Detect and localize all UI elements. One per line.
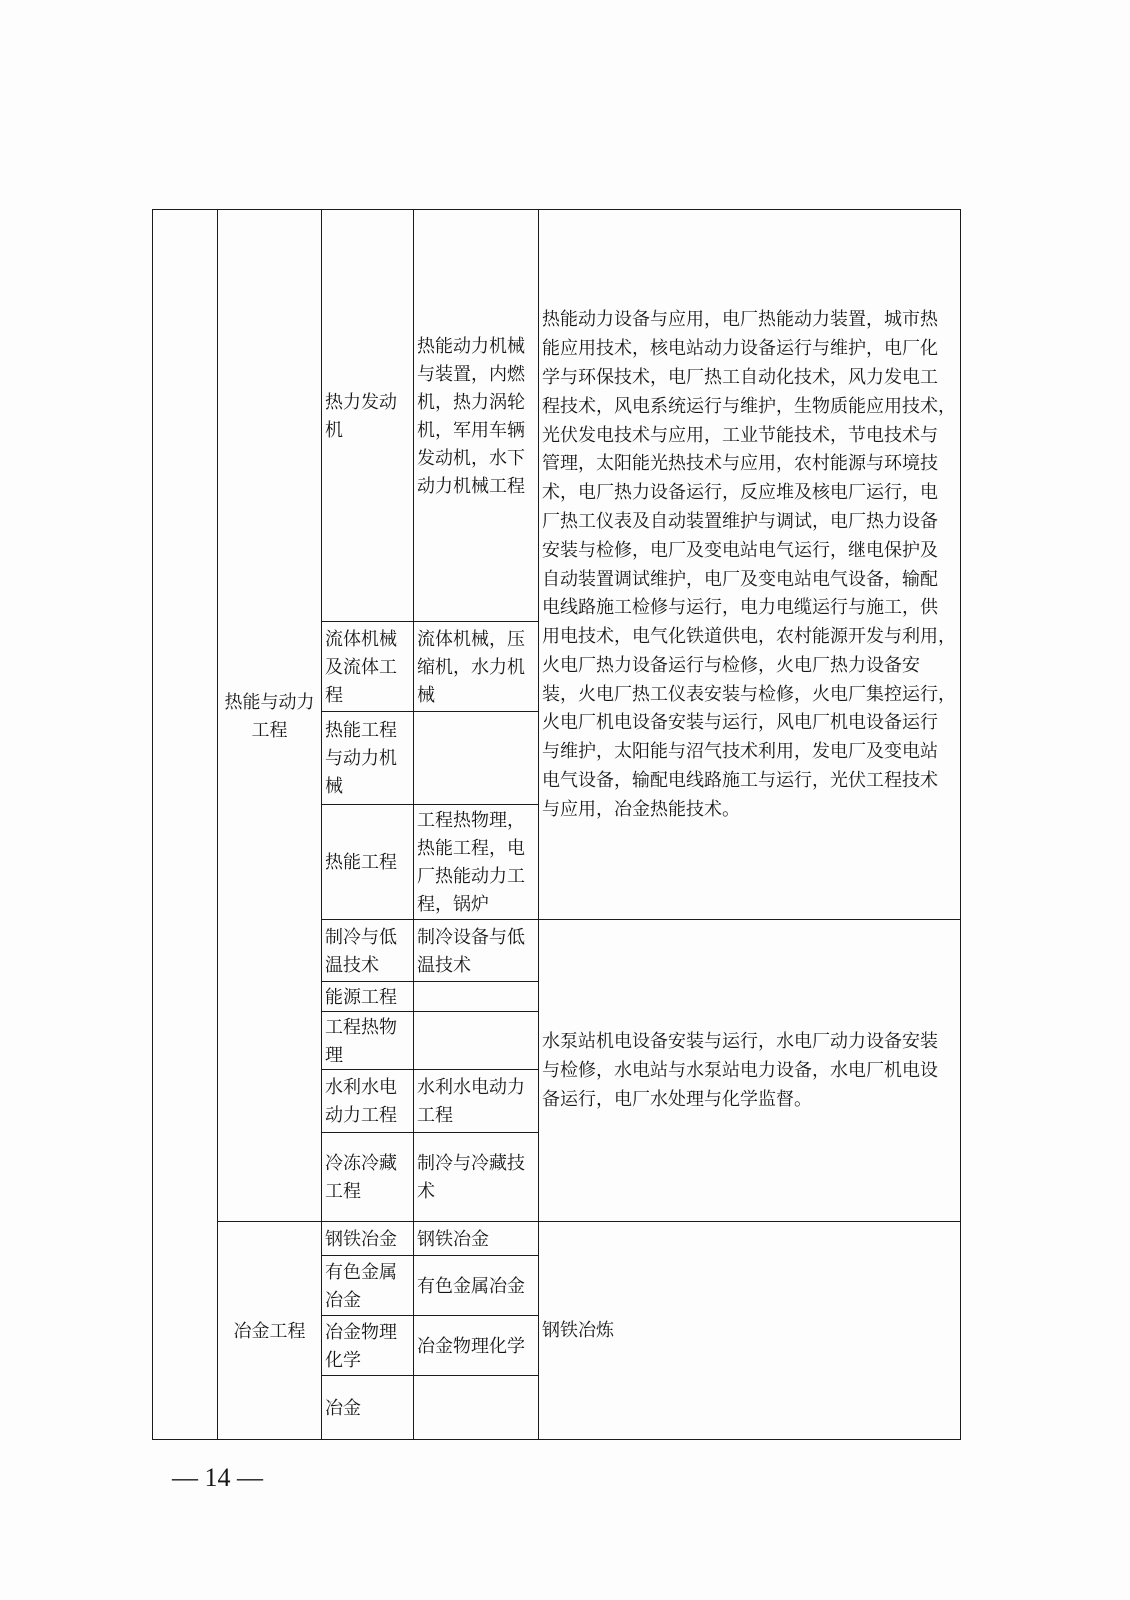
related-majors-line: 钢铁冶炼 — [542, 1320, 614, 1341]
sub-specialty-cell — [414, 920, 539, 982]
related-majors-line: 术，电厂热力设备运行，反应堆及核电厂运行，电 — [542, 482, 938, 503]
related-majors-line: 与应用，冶金热能技术。 — [542, 798, 740, 819]
specialty-cell — [322, 805, 414, 920]
specialty-line: 热能工程 — [325, 720, 397, 740]
specialty-line: 冶金 — [325, 1289, 361, 1310]
related-majors-line: 火电厂热力设备运行与检修，火电厂热力设备安 — [542, 654, 920, 675]
specialty-line: 钢铁冶金 — [325, 1228, 397, 1249]
sub-specialty-line: 缩机，水力机 — [417, 656, 525, 677]
page-number: — 14 — — [172, 1463, 263, 1492]
sub-specialty-cell — [414, 1256, 539, 1316]
specialty-line: 械 — [325, 776, 343, 796]
sub-specialty-line: 工程 — [417, 1105, 453, 1125]
sub-specialty-cell — [414, 1070, 539, 1133]
related-majors-line: 厂热工仪表及自动装置维护与调试，电厂热力设备 — [542, 510, 938, 531]
specialty-cell — [322, 712, 414, 805]
specialty-cell — [322, 622, 414, 712]
specialty-cell — [322, 1133, 414, 1222]
sub-specialty-line: 发动机，水下 — [417, 447, 525, 468]
sub-specialty-line: 温技术 — [417, 954, 471, 975]
specialty-line: 冶金 — [325, 1397, 361, 1418]
specialty-cell — [322, 920, 414, 982]
category-cell — [218, 210, 322, 1222]
related-majors-line: 管理，太阳能光热技术与应用，农村能源与环境技 — [542, 453, 938, 474]
specialty-cell — [322, 982, 414, 1012]
related-majors-line: 程技术，风电系统运行与维护，生物质能应用技术， — [542, 395, 956, 416]
category-line: 冶金工程 — [233, 1320, 306, 1341]
sub-specialty-cell — [414, 1316, 539, 1376]
specialty-line: 机 — [325, 419, 343, 440]
related-majors-line: 装，火电厂热工仪表安装与检修，火电厂集控运行， — [542, 683, 956, 704]
sub-specialty-line: 制冷与冷藏技 — [417, 1153, 525, 1173]
related-majors-line: 水泵站机电设备安装与运行，水电厂动力设备安装 — [542, 1031, 938, 1052]
specialty-line: 冷冻冷藏 — [325, 1153, 397, 1173]
specialty-line: 流体机械 — [325, 628, 397, 649]
specialty-line: 化学 — [325, 1349, 361, 1370]
related-majors-line: 用电技术，电气化铁道供电，农村能源开发与利用， — [542, 626, 956, 647]
specialty-line: 工程热物 — [325, 1016, 397, 1037]
specialty-cell — [322, 1376, 414, 1440]
category-cell — [218, 1222, 322, 1440]
specialty-line: 温技术 — [325, 954, 379, 975]
related-majors-line: 与检修，水电站与水泵站电力设备，水电厂机电设 — [542, 1060, 938, 1081]
table-row — [153, 1222, 961, 1256]
specialty-cell — [322, 1316, 414, 1376]
specialty-line: 制冷与低 — [325, 926, 397, 947]
specialty-line: 能源工程 — [325, 986, 397, 1007]
specialty-line: 及流体工 — [325, 656, 397, 677]
sub-specialty-line: 热能动力机械 — [417, 335, 525, 356]
related-majors-cell — [539, 1222, 961, 1440]
sub-specialty-cell — [414, 622, 539, 712]
sub-specialty-line: 动力机械工程 — [417, 475, 525, 496]
sub-specialty-line: 机，热力涡轮 — [417, 391, 525, 412]
specialty-line: 工程 — [325, 1181, 361, 1201]
specialty-line: 理 — [325, 1044, 343, 1065]
sub-specialty-line: 厂热能动力工 — [417, 866, 525, 886]
specialty-cell — [322, 210, 414, 622]
sub-specialty-line: 械 — [417, 684, 435, 705]
sub-specialty-cell — [414, 1222, 539, 1256]
related-majors-line: 热能动力设备与应用，电厂热能动力装置，城市热 — [542, 309, 938, 330]
specialty-cell — [322, 1070, 414, 1133]
sub-specialty-line: 程，锅炉 — [417, 894, 489, 914]
sub-specialty-line: 术 — [417, 1181, 435, 1201]
related-majors-cell — [539, 920, 961, 1222]
sub-specialty-line: 与装置，内燃 — [417, 363, 525, 384]
related-majors-line: 能应用技术，核电站动力设备运行与维护，电厂化 — [542, 338, 938, 359]
category-line: 热能与动力 — [224, 691, 315, 712]
specialty-line: 有色金属 — [325, 1261, 397, 1282]
related-majors-line: 自动装置调试维护，电厂及变电站电气设备，输配 — [542, 568, 938, 589]
sub-specialty-line: 冶金物理化学 — [417, 1335, 525, 1356]
specialty-line: 程 — [325, 684, 343, 705]
sub-specialty-line: 热能工程，电 — [417, 838, 525, 858]
specialty-line: 与动力机 — [325, 748, 397, 768]
related-majors-line: 与维护，太阳能与沼气技术利用，发电厂及变电站 — [542, 741, 938, 762]
related-majors-line: 安装与检修，电厂及变电站电气运行，继电保护及 — [542, 539, 938, 560]
specialty-line: 动力工程 — [325, 1105, 397, 1125]
sub-specialty-line: 水利水电动力 — [417, 1077, 525, 1097]
specialty-line: 热力发动 — [325, 391, 397, 412]
related-majors-line: 学与环保技术，电厂热工自动化技术，风力发电工 — [542, 366, 938, 387]
related-majors-cell — [539, 210, 961, 920]
specialty-table — [152, 209, 961, 1440]
specialty-cell — [322, 1256, 414, 1316]
sub-specialty-line: 钢铁冶金 — [417, 1228, 489, 1249]
related-majors-line: 电线路施工检修与运行，电力电缆运行与施工，供 — [542, 597, 938, 618]
specialty-line: 热能工程 — [325, 852, 397, 872]
specialty-cell — [322, 1222, 414, 1256]
sub-specialty-line: 制冷设备与低 — [417, 926, 525, 947]
related-majors-line: 火电厂机电设备安装与运行，风电厂机电设备运行 — [542, 712, 938, 733]
sub-specialty-cell — [414, 210, 539, 622]
index-cell — [153, 210, 218, 1440]
sub-specialty-line: 流体机械，压 — [417, 628, 525, 649]
related-majors-line: 电气设备，输配电线路施工与运行，光伏工程技术 — [542, 770, 938, 791]
sub-specialty-line: 机，军用车辆 — [417, 419, 525, 440]
sub-specialty-cell — [414, 1133, 539, 1222]
table-row — [153, 210, 961, 622]
sub-specialty-cell — [414, 1376, 539, 1440]
category-line: 工程 — [251, 719, 288, 740]
related-majors-line: 备运行，电厂水处理与化学监督。 — [542, 1088, 812, 1109]
sub-specialty-cell — [414, 1012, 539, 1070]
sub-specialty-cell — [414, 982, 539, 1012]
sub-specialty-cell — [414, 805, 539, 920]
sub-specialty-cell — [414, 712, 539, 805]
related-majors-line: 光伏发电技术与应用，工业节能技术，节电技术与 — [542, 424, 938, 445]
specialty-line: 水利水电 — [325, 1077, 397, 1097]
specialty-line: 冶金物理 — [325, 1321, 397, 1342]
specialty-cell — [322, 1012, 414, 1070]
sub-specialty-line: 有色金属冶金 — [417, 1275, 525, 1296]
sub-specialty-line: 工程热物理， — [417, 810, 525, 830]
